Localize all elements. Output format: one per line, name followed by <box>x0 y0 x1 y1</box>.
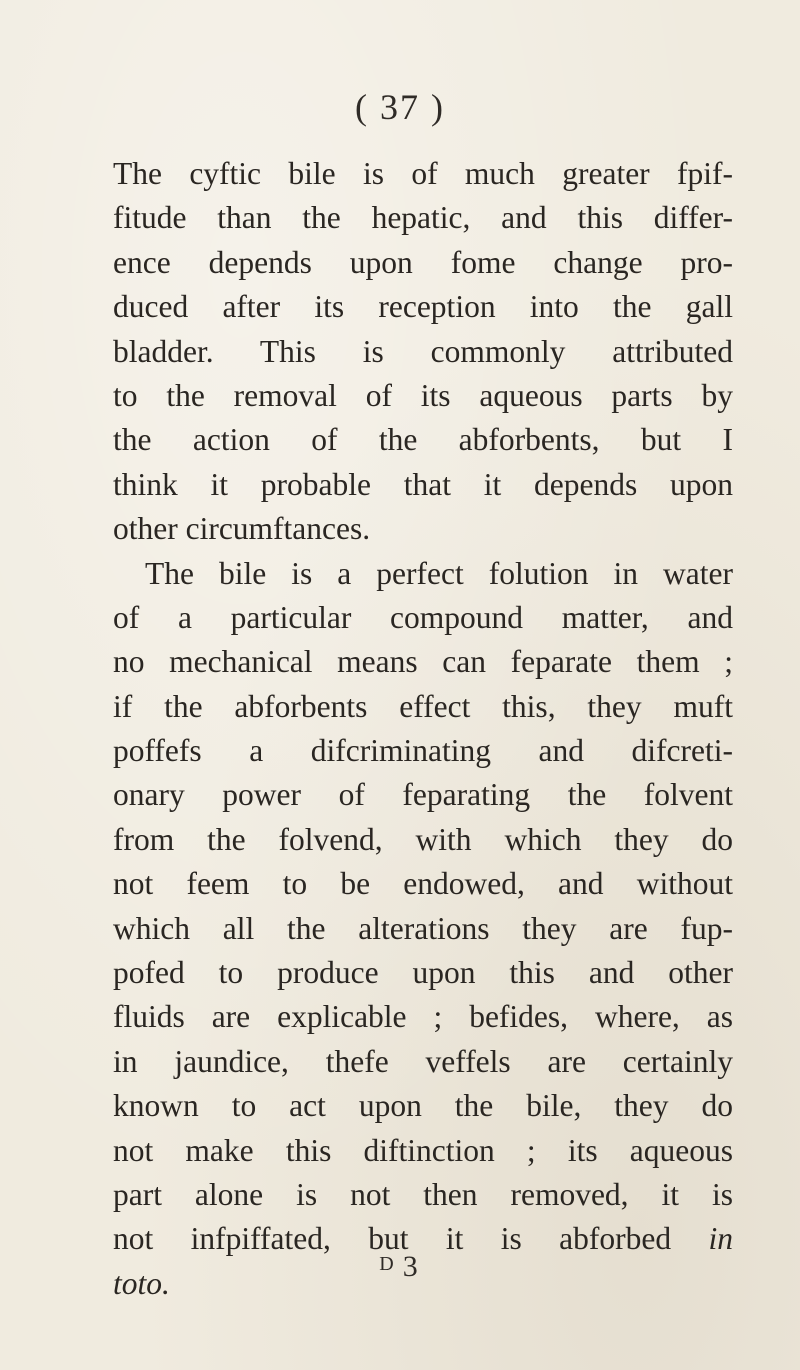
text-line: ence depends upon fome change pro- <box>113 244 733 280</box>
text-italic: in <box>708 1221 734 1257</box>
signature-number: 3 <box>402 1250 421 1283</box>
text-line: if the abforbents effect this, they muft <box>113 688 733 724</box>
text-line: duced after its reception into the gall <box>113 289 733 325</box>
text-line: of a particular compound matter, and <box>113 599 733 635</box>
text-line: not make this diftinction ; its aqueous <box>113 1132 733 1168</box>
text-line: fitude than the hepatic, and this differ- <box>113 200 733 236</box>
body-text <box>113 152 733 1306</box>
page-number: ( 37 ) <box>355 87 445 127</box>
text-italic: toto. <box>113 1265 170 1301</box>
text-line: think it probable that it depends upon <box>113 466 733 502</box>
text-line: the action of the abforbents, but I <box>113 422 733 458</box>
text-line: bladder. This is commonly attributed <box>113 333 733 369</box>
text-line: other circumftances. <box>113 511 371 547</box>
text-line: known to act upon the bile, they do <box>113 1088 733 1124</box>
text-line: in jaundice, thefe veffels are certainly <box>113 1043 733 1079</box>
text-line: no mechanical means can feparate them ; <box>113 644 733 680</box>
text-line: part alone is not then removed, it is <box>113 1176 733 1212</box>
text-line: poffefs a difcriminating and difcreti- <box>113 733 733 769</box>
text-line: fluids are explicable ; befides, where, as <box>113 999 733 1035</box>
text-line: which all the alterations they are fup- <box>113 910 733 946</box>
signature-letter: D <box>379 1253 397 1275</box>
text-line: not feem to be endowed, and without <box>113 866 733 902</box>
printer-signature-mark <box>0 1250 800 1284</box>
text-roman: not infpiffated, but it is abforbed <box>113 1221 672 1257</box>
text-line: The bile is a perfect folution in water <box>145 555 733 591</box>
text-line: onary power of feparating the folvent <box>113 777 733 813</box>
text-line: to the removal of its aqueous parts by <box>113 377 733 413</box>
text-line: from the folvend, with which they do <box>113 821 733 857</box>
text-line: The cyftic bile is of much greater fpif- <box>113 156 733 191</box>
text-line: pofed to produce upon this and other <box>113 955 733 991</box>
